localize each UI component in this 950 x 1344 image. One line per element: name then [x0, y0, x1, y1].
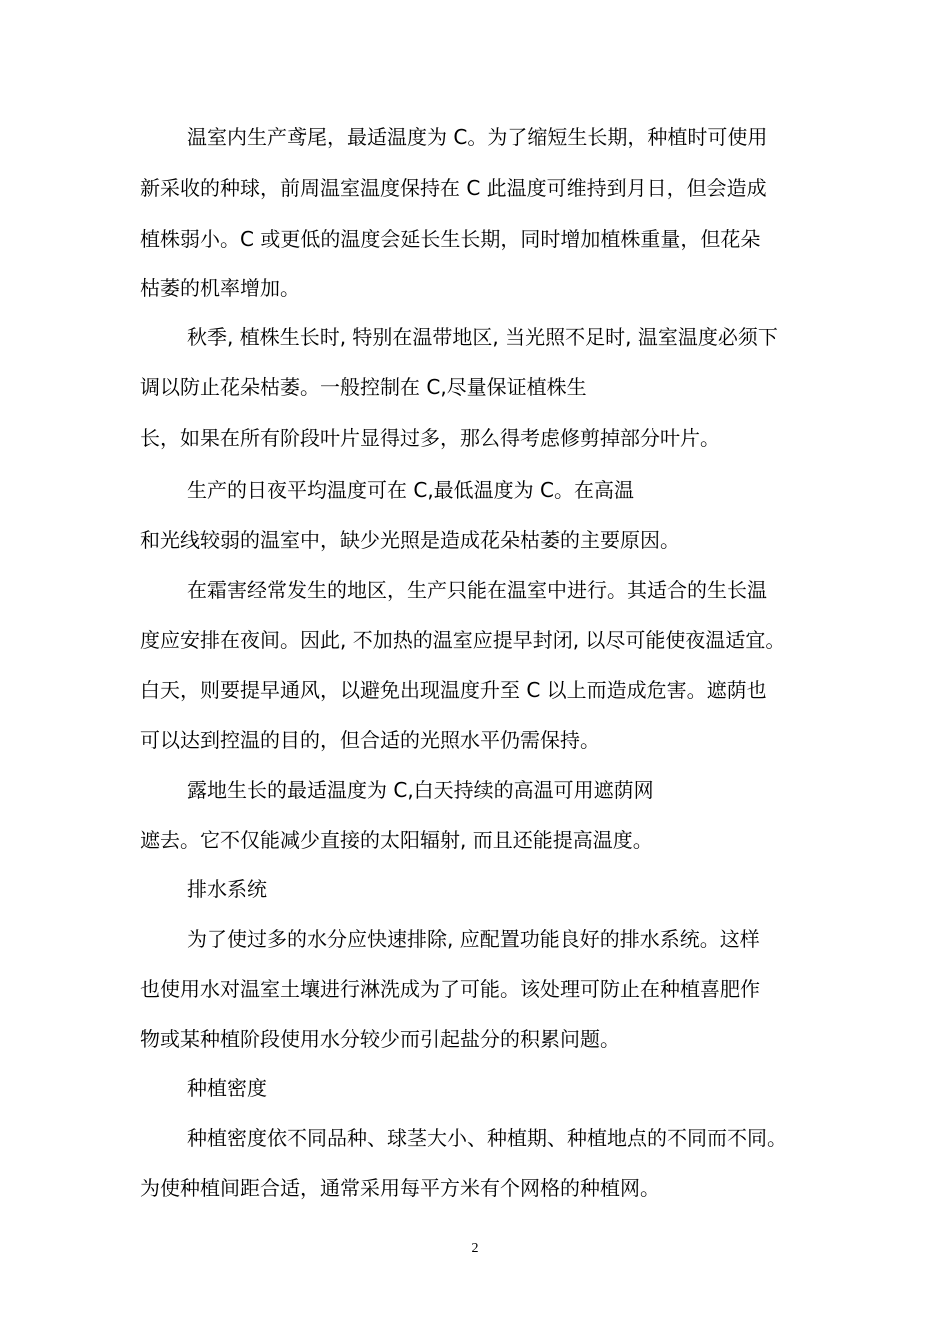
text-line: 为使种植间距合适，通常采用每平方米有个网格的种植网。 [140, 1176, 660, 1200]
section-heading: 种植密度 [187, 1076, 267, 1100]
text-line: 度应安排在夜间。因此, 不加热的温室应提早封闭, 以尽可能使夜温适宜。 [140, 628, 786, 652]
text-line: 种植密度依不同品种、球茎大小、种植期、种植地点的不同而不同。 [187, 1126, 787, 1150]
text-line: 长，如果在所有阶段叶片显得过多，那么得考虑修剪掉部分叶片。 [140, 426, 720, 450]
section-heading: 排水系统 [187, 877, 267, 901]
text-line: 遮去。它不仅能减少直接的太阳辐射, 而且还能提高温度。 [140, 828, 653, 852]
text-line: 植株弱小。C 或更低的温度会延长生长期，同时增加植株重量，但花朵 [140, 227, 761, 251]
text-line: 枯萎的机率增加。 [140, 276, 300, 300]
text-line: 露地生长的最适温度为 C,白天持续的高温可用遮荫网 [187, 778, 654, 802]
text-line: 白天，则要提早通风，以避免出现温度升至 C 以上而造成危害。遮荫也 [140, 678, 767, 702]
text-line: 新采收的种球，前周温室温度保持在 C 此温度可维持到月日，但会造成 [140, 176, 767, 200]
text-line: 温室内生产鸢尾，最适温度为 C。为了缩短生长期，种植时可使用 [187, 125, 768, 149]
text-line: 在霜害经常发生的地区，生产只能在温室中进行。其适合的生长温 [187, 578, 767, 602]
text-line: 可以达到控温的目的，但合适的光照水平仍需保持。 [140, 728, 600, 752]
text-line: 调以防止花朵枯萎。一般控制在 C,尽量保证植株生 [140, 375, 587, 399]
text-line: 为了使过多的水分应快速排除, 应配置功能良好的排水系统。这样 [187, 927, 760, 951]
text-line: 和光线较弱的温室中，缺少光照是造成花朵枯萎的主要原因。 [140, 528, 680, 552]
text-line: 物或某种植阶段使用水分较少而引起盐分的积累问题。 [140, 1027, 620, 1051]
text-line: 生产的日夜平均温度可在 C,最低温度为 C。在高温 [187, 478, 635, 502]
text-line: 秋季, 植株生长时, 特别在温带地区, 当光照不足时, 温室温度必须下 [187, 325, 778, 349]
text-line: 也使用水对温室土壤进行淋洗成为了可能。该处理可防止在种植喜肥作 [140, 977, 760, 1001]
page-number: 2 [471, 1241, 479, 1256]
